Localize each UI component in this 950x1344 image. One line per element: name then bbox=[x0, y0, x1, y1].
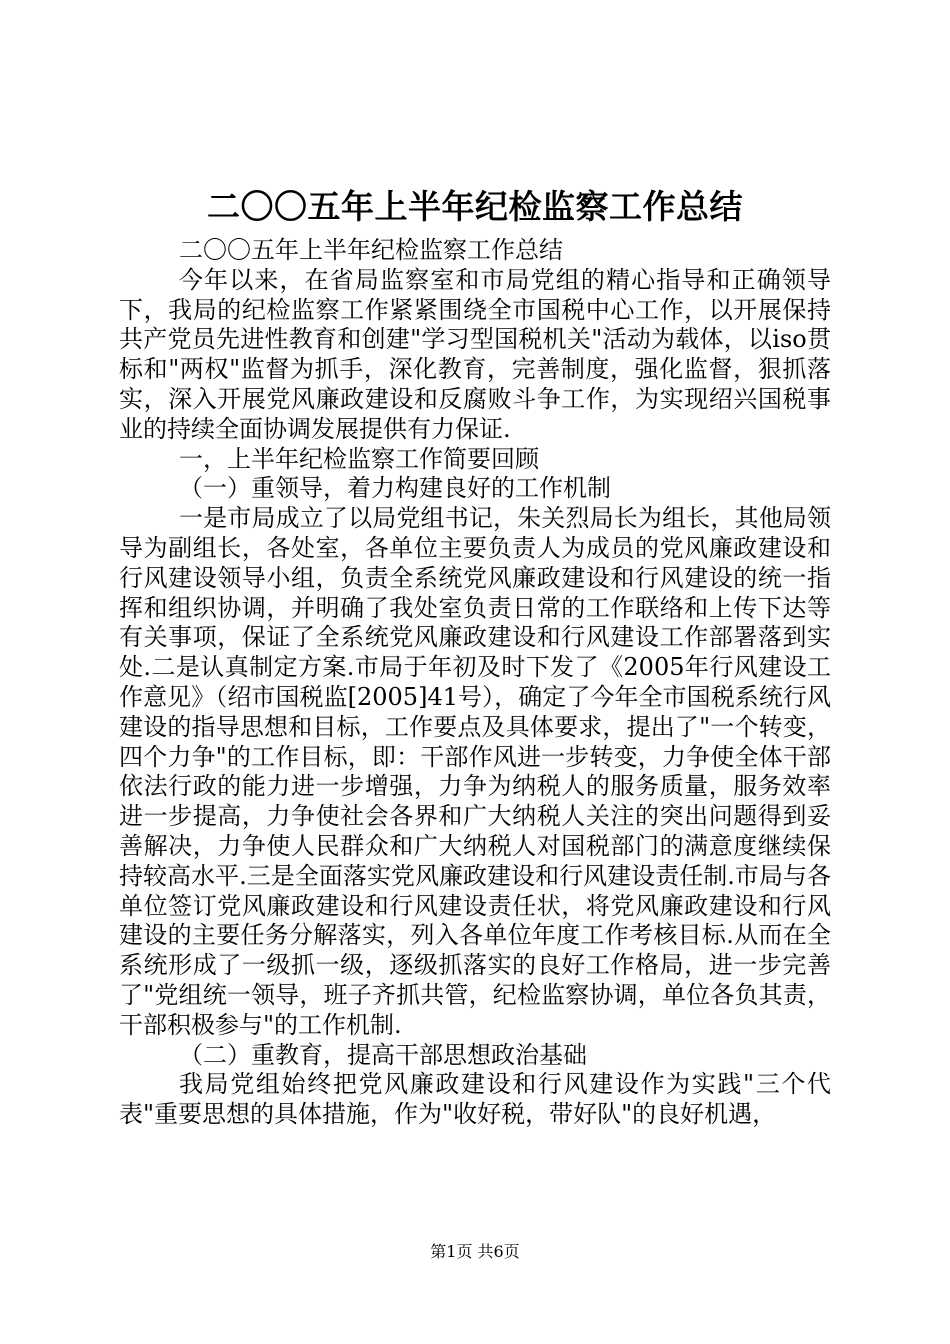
subsection-heading-2: （二）重教育，提高干部思想政治基础 bbox=[179, 1040, 587, 1069]
document-title: 二〇〇五年上半年纪检监察工作总结 bbox=[207, 187, 743, 226]
intro-paragraph: 今年以来，在省局监察室和市局党组的精心指导和正确领导下，我局的纪检监察工作紧紧围绕全市国税中心工作，以开展保持共产党员先进性教育和创建"学习型国税机关"活动为载体，以iso贯标和"两权"监督为抓手，深化教育，完善制度，强化监督，狠抓落实，深入开展党风廉政建设和反腐败斗争工作，为实现绍兴国税事业的持续全面协调发展提供有力保证. bbox=[119, 265, 831, 443]
page-footer: 第1页 共6页 bbox=[430, 1242, 520, 1261]
document-body bbox=[119, 236, 831, 1130]
body-paragraph-1: 一是市局成立了以局党组书记，朱关烈局长为组长，其他局领导为副组长，各处室，各单位主要负责人为成员的党风廉政建设和行风建设领导小组，负责全系统党风廉政建设和行风建设的统一指挥和组织协调，并明确了我处室负责日常的工作联络和上传下达等有关事项，保证了全系统党风廉政建设和行风建设工作部署落到实处.二是认真制定方案.市局于年初及时下发了《2005年行风建设工作意见》（绍市国税监[2005]41号），确定了今年全市国税系统行风建设的指导思想和目标，工作要点及具体要求，提出了"一个转变，四个力争"的工作目标，即：干部作风进一步转变，力争使全体干部依法行政的能力进一步增强，力争为纳税人的服务质量，服务效率进一步提高，力争使社会各界和广大纳税人关注的突出问题得到妥善解决，力争使人民群众和广大纳税人对国税部门的满意度继续保持较高水平.三是全面落实党风廉政建设和行风建设责任制.市局与各单位签订党风廉政建设和行风建设责任状，将党风廉政建设和行风建设的主要任务分解落实，列入各单位年度工作考核目标.从而在全系统形成了一级抓一级，逐级抓落实的良好工作格局，进一步完善了"党组统一领导，班子齐抓共管，纪检监察协调，单位各负其责，干部积极参与"的工作机制. bbox=[119, 504, 831, 1039]
section-heading-1: 一，上半年纪检监察工作简要回顾 bbox=[179, 444, 539, 473]
body-paragraph-2: 我局党组始终把党风廉政建设和行风建设作为实践"三个代表"重要思想的具体措施，作为"收好税，带好队"的良好机遇， bbox=[119, 1070, 831, 1129]
subtitle-paragraph: 二〇〇五年上半年纪检监察工作总结 bbox=[179, 236, 563, 264]
subsection-heading-1: （一）重领导，着力构建良好的工作机制 bbox=[179, 474, 611, 503]
